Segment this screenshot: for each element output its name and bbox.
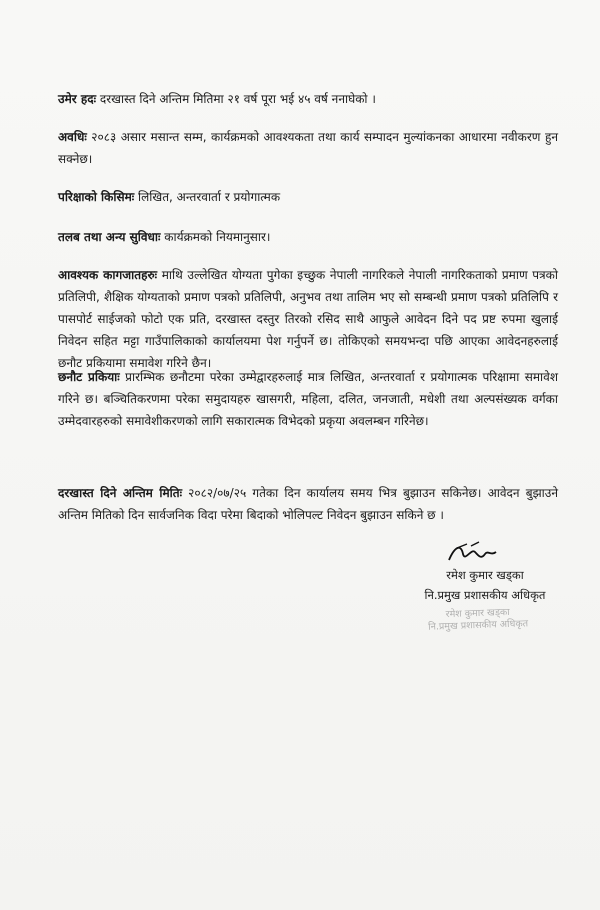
duration-label: अवधिः — [58, 130, 87, 144]
official-stamp — [418, 606, 539, 638]
signatory-name: रमेश कुमार खड्का — [446, 568, 524, 582]
salary-section — [58, 226, 558, 248]
signature-mark — [445, 540, 500, 568]
duration-text: २०८३ असार मसान्त सम्म, कार्यक्रमको आवश्यकता तथा कार्य सम्पादन मुल्यांकनका आधारमा नवीकरण हुन सक्नेछ। — [58, 130, 558, 166]
deadline-section — [58, 482, 558, 526]
age-limit-text: दरखास्त दिने अन्तिम मितिमा २१ वर्ष पूरा भई ४५ वर्ष ननाघेको । — [99, 92, 376, 106]
age-limit-label: उमेर हदः — [58, 92, 97, 106]
signature-block — [395, 565, 575, 605]
deadline-label: दरखास्त दिने अन्तिम मितिः — [58, 486, 183, 500]
exam-type-section — [58, 186, 558, 208]
documents-text: माथि उल्लेखित योग्यता पुगेका इच्छुक नेपाली नागरिकले नेपाली नागरिकताको प्रमाण पत्रको प्रतिलिपी, शैक्षिक योग्यताको प्रमाण पत्रको प्रतिलिपी, अनुभव तथा तालिम भए सो सम्बन्धी प्रमाण पत्रको प्रतिलिपि र पासपोर्ट साईजको फोटो एक प्रति, दरखास्त दस्तुर तिरको रसिद साथै आफुले आवेदन दिने पद प्रष्ट रुपमा खुलाई निवेदन सहित मट्टा गाउँपालिकाको कार्यालयमा पेश गर्नुपर्ने छ। तोकिएको समयभन्दा पछि आएका आवेदनहरुलाई छनौट प्रकियामा समावेश गरिने छैन। — [58, 268, 558, 370]
selection-label: छनौट प्रकियाः — [58, 370, 120, 384]
documents-label: आवश्यक कागजातहरुः — [58, 268, 158, 282]
selection-section — [58, 366, 558, 432]
documents-section — [58, 264, 558, 374]
exam-type-text: लिखित, अन्तरवार्ता र प्रयोगात्मक — [138, 190, 281, 204]
age-limit-section — [58, 88, 558, 110]
duration-section — [58, 126, 558, 170]
stamp-line-1: रमेश कुमार खड्का — [445, 606, 510, 621]
stamp-line-2: नि.प्रमुख प्रशासकीय अधिकृत — [427, 618, 529, 633]
salary-label: तलब तथा अन्य सुविधाः — [58, 230, 161, 244]
exam-type-label: परिक्षाको किसिमः — [58, 190, 135, 204]
selection-text: प्रारम्भिक छनौटमा परेका उम्मेद्वारहरुलाई मात्र लिखित, अन्तरवार्ता र प्रयोगात्मक परिक्षामा समावेश गरिने छ। बञ्चितिकरणमा परेका समुदायहरु खासगरी, महिला, दलित, जनजाती, मधेशी तथा अल्पसंख्यक वर्गका उम्मेदवारहरुको समावेशीकरणको लागि सकारात्मक विभेदको प्रकृया अवलम्बन गरिनेछ। — [58, 370, 558, 428]
salary-text: कार्यक्रमको नियमानुसार। — [164, 230, 271, 244]
deadline-text: २०८२/०७/२५ गतेका दिन कार्यालय समय भित्र बुझाउन सकिनेछ। आवेदन बुझाउने अन्तिम मितिको दिन सार्वजनिक विदा परेमा बिदाको भोलिपल्ट निवेदन बुझाउन सकिने छ । — [58, 486, 558, 522]
signatory-title: नि.प्रमुख प्रशासकीय अधिकृत — [424, 588, 546, 602]
